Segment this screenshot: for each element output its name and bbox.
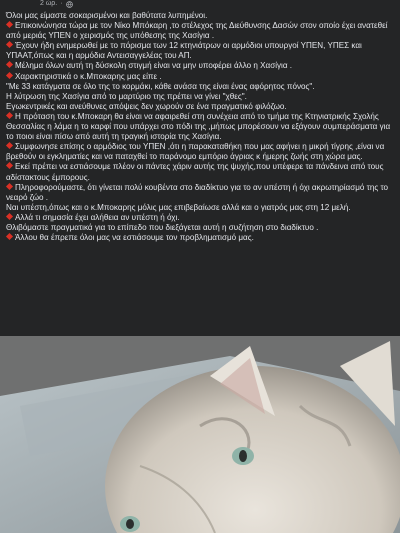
red-diamond-icon bbox=[6, 183, 13, 190]
tiger-cub-image bbox=[0, 336, 400, 533]
post-paragraph bbox=[6, 223, 396, 233]
post-paragraph bbox=[6, 11, 396, 21]
red-diamond-icon bbox=[6, 72, 13, 79]
post-text bbox=[6, 11, 396, 243]
post-paragraph bbox=[6, 233, 396, 243]
post-paragraph bbox=[6, 203, 396, 213]
post-paragraph bbox=[6, 213, 396, 223]
post-paragraph bbox=[6, 41, 396, 61]
post-paragraph bbox=[6, 82, 396, 92]
globe-icon[interactable] bbox=[66, 1, 73, 8]
paragraph-text: Έχουν ήδη ενημερωθεί με το πόρισμα των 12 κτηνιάτρων οι αρμόδιοι υπουργοί ΥΠΕΝ, ΥΠΕΣ και ΥΠΑΑΤ,όπως και η αρμόδια Αντεισαγγελέας του ΑΠ. bbox=[6, 41, 362, 61]
post-photo[interactable] bbox=[0, 336, 400, 533]
red-diamond-icon bbox=[6, 21, 13, 28]
paragraph-text: Η λύτρωση της Χασίγια από το μαρτύριο της πρέπει να γίνει "χθες". bbox=[6, 91, 247, 101]
paragraph-text: "Με 33 κατάγματα σε όλο της το κορμάκι, κάθε ανάσα της είναι ένας αφόρητος πόνος". bbox=[6, 81, 315, 91]
paragraph-text: Άλλου θα έπρεπε όλοι μας να εστιάσουμε τον προβληματισμό μας. bbox=[15, 233, 254, 243]
red-diamond-icon bbox=[6, 61, 13, 68]
paragraph-text: Πληροφορούμαστε, ότι γίνεται πολύ κουβέντα στο διαδίκτυο για το αν υπέστη ή όχι ακρωτηρίασμό της το νεαρό ζώο . bbox=[6, 182, 389, 202]
paragraph-text: Επικοινώνησα τώρα με τον Νίκο Μπόκαρη ,το στέλεχος της Διεύθυνσης Δασών στον οποίο έχει ανατεθεί από μεριάς ΥΠΕΝ ο χειρισμός της υπόθεσης της Χασίγια . bbox=[6, 21, 388, 41]
paragraph-text: Εκεί πρέπει να εστιάσουμε πλέον οι πάντες χάριν αυτής της ψυχής,που υπέφερε τα πάνδεινα από τους αδίστακτους έμπορους. bbox=[6, 162, 384, 182]
paragraph-text: Αλλά τι σημασία έχει αλήθεια αν υπέστη ή όχι. bbox=[15, 212, 180, 222]
red-diamond-icon bbox=[6, 112, 13, 119]
post-header bbox=[0, 0, 400, 10]
red-diamond-icon bbox=[6, 233, 13, 240]
paragraph-text: Χαρακτηριστικά ο κ.Μποκαρης μας είπε . bbox=[15, 71, 162, 81]
post-paragraph bbox=[6, 102, 396, 112]
paragraph-text: Όλοι μας είμαστε σοκαρισμένοι και βαθύτατα λυπημένοι. bbox=[6, 11, 208, 20]
post-meta bbox=[40, 0, 73, 8]
red-diamond-icon bbox=[6, 162, 13, 169]
post-paragraph bbox=[6, 21, 396, 41]
red-diamond-icon bbox=[6, 142, 13, 149]
paragraph-text: Ναι υπέστη,όπως και ο κ.Μποκαρης μόλις μας επιβεβαίωσε αλλά και ο γιατρός μας στη 12 μελή. bbox=[6, 202, 351, 212]
post-time[interactable]: 2 ώρ. bbox=[40, 0, 58, 7]
paragraph-text: Συμφωνησε επίσης ο αρμόδιος του ΥΠΕΝ ,ότι η παρακαταθήκη που μας αφήνει η μικρή τίγρης ,είναι να βρεθούν οι εγκληματίες και να παταχθεί το παράνομο εμπόριο άγριας κ ήμερης ζωής στη χώρα μας. bbox=[6, 142, 385, 162]
post-paragraph bbox=[6, 112, 396, 142]
paragraph-text: Μέλημα όλων αυτή τη δύσκολη στιγμή είναι να μην υποφέρει άλλο η Χασίγια . bbox=[15, 61, 293, 71]
post-paragraph bbox=[6, 61, 396, 71]
red-diamond-icon bbox=[6, 41, 13, 48]
meta-separator: · bbox=[60, 0, 63, 7]
post-paragraph bbox=[6, 142, 396, 162]
post-paragraph bbox=[6, 92, 396, 102]
post-paragraph bbox=[6, 183, 396, 203]
paragraph-text: Θλιβόμαστε πραγματικά για το επίπεδο που διεξάγεται αυτή η συζήτηση στο διαδίκτυο . bbox=[6, 222, 319, 232]
post-paragraph bbox=[6, 72, 396, 82]
paragraph-text: Η πρόταση του κ.Μποκαρη θα είναι να αφαιρεθεί στη συνέχεια από το τμήμα της Κτηνιατρικής Σχολής Θεσσαλίας η λάμα η το καρφί που υπάρχει στο πόδι της ,μήπως μπορέσουν να εξάγουν συμπεράσματα για το ποιοι είναι πίσω από αυτή τη τραγική ιστορία της Χασίγια. bbox=[6, 111, 391, 142]
post-paragraph bbox=[6, 162, 396, 182]
paragraph-text: Εγωκεντρικές και ανεύθυνες απόψεις δεν χωρούν σε ένα πραγματικό φιλόζωο. bbox=[6, 101, 287, 111]
red-diamond-icon bbox=[6, 213, 13, 220]
